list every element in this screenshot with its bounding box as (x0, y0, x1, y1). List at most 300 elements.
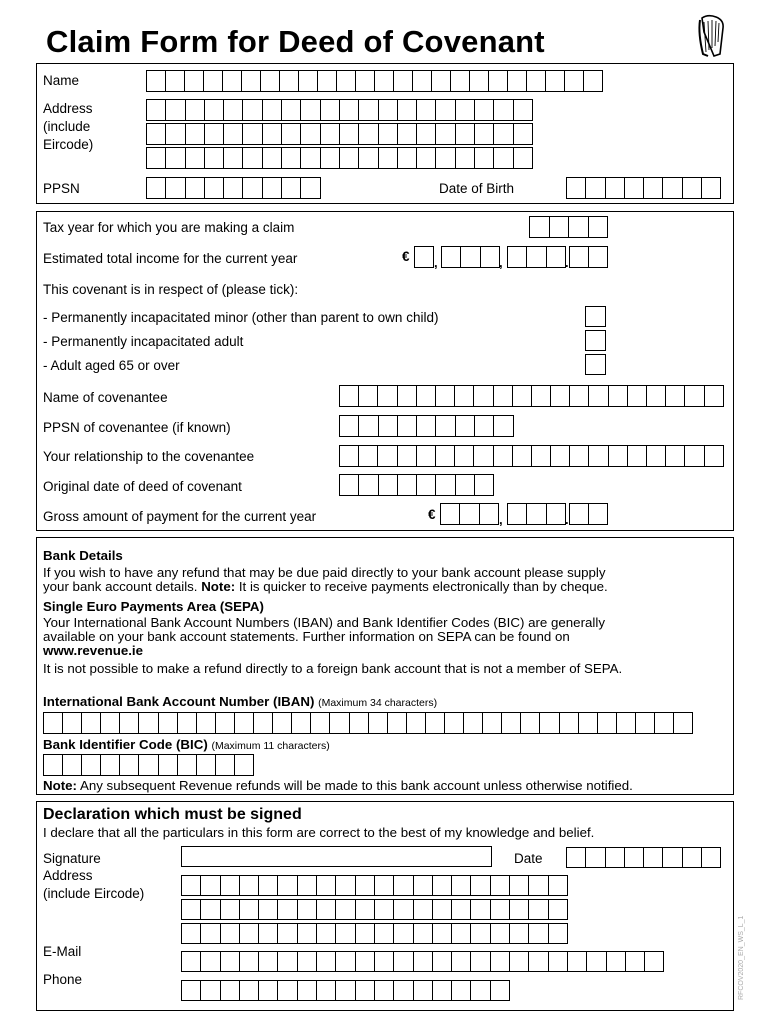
char-box[interactable] (277, 923, 297, 944)
address-line-1-boxes[interactable] (146, 99, 533, 121)
char-box[interactable] (374, 951, 394, 972)
original-date-boxes[interactable] (339, 474, 494, 496)
char-box[interactable] (316, 980, 336, 1001)
char-box[interactable] (413, 923, 433, 944)
char-box[interactable] (444, 712, 464, 734)
char-box[interactable] (215, 712, 235, 734)
name-boxes[interactable] (146, 70, 603, 92)
char-box[interactable] (253, 712, 273, 734)
char-box[interactable] (455, 147, 475, 169)
income-box-3[interactable] (507, 246, 566, 268)
char-box[interactable] (493, 147, 513, 169)
char-box[interactable] (204, 147, 224, 169)
char-box[interactable] (223, 99, 243, 121)
gross-cents-boxes[interactable] (569, 503, 608, 525)
char-box[interactable] (482, 712, 502, 734)
char-box[interactable] (509, 899, 529, 920)
option-adult-checkbox[interactable] (585, 330, 606, 351)
char-box[interactable] (81, 712, 101, 734)
char-box[interactable] (470, 875, 490, 896)
char-box[interactable] (608, 445, 628, 467)
char-box[interactable] (335, 923, 355, 944)
option-65-checkbox[interactable] (585, 354, 606, 375)
char-box[interactable] (336, 70, 356, 92)
char-box[interactable] (158, 754, 178, 776)
char-box[interactable] (455, 123, 475, 145)
char-box[interactable] (355, 951, 375, 972)
char-box[interactable] (528, 899, 548, 920)
char-box[interactable] (222, 70, 242, 92)
char-box[interactable] (512, 445, 532, 467)
char-box[interactable] (546, 503, 566, 525)
char-box[interactable] (455, 474, 475, 496)
option-minor-checkbox[interactable] (585, 306, 606, 327)
char-box[interactable] (526, 246, 546, 268)
char-box[interactable] (262, 177, 282, 199)
char-box[interactable] (320, 147, 340, 169)
char-box[interactable] (100, 754, 120, 776)
char-box[interactable] (416, 445, 436, 467)
char-box[interactable] (378, 147, 398, 169)
char-box[interactable] (393, 875, 413, 896)
char-box[interactable] (81, 754, 101, 776)
char-box[interactable] (493, 123, 513, 145)
char-box[interactable] (646, 445, 666, 467)
char-box[interactable] (435, 385, 455, 407)
char-box[interactable] (374, 923, 394, 944)
char-box[interactable] (196, 712, 216, 734)
char-box[interactable] (215, 754, 235, 776)
char-box[interactable] (281, 123, 301, 145)
char-box[interactable] (665, 385, 685, 407)
char-box[interactable] (605, 177, 625, 199)
char-box[interactable] (181, 980, 201, 1001)
char-box[interactable] (583, 70, 603, 92)
char-box[interactable] (469, 70, 489, 92)
char-box[interactable] (200, 875, 220, 896)
char-box[interactable] (181, 951, 201, 972)
char-box[interactable] (585, 177, 605, 199)
char-box[interactable] (393, 980, 413, 1001)
char-box[interactable] (624, 847, 644, 868)
char-box[interactable] (241, 70, 261, 92)
char-box[interactable] (316, 875, 336, 896)
char-box[interactable] (432, 899, 452, 920)
char-box[interactable] (597, 712, 617, 734)
char-box[interactable] (682, 177, 702, 199)
char-box[interactable] (548, 899, 568, 920)
char-box[interactable] (43, 712, 63, 734)
char-box[interactable] (310, 712, 330, 734)
char-box[interactable] (473, 385, 493, 407)
gross-box-1[interactable] (440, 503, 499, 525)
char-box[interactable] (588, 503, 608, 525)
char-box[interactable] (414, 246, 434, 268)
char-box[interactable] (335, 875, 355, 896)
char-box[interactable] (531, 385, 551, 407)
char-box[interactable] (459, 503, 479, 525)
char-box[interactable] (185, 147, 205, 169)
char-box[interactable] (568, 216, 589, 238)
char-box[interactable] (165, 147, 185, 169)
char-box[interactable] (470, 899, 490, 920)
char-box[interactable] (300, 99, 320, 121)
char-box[interactable] (490, 899, 510, 920)
char-box[interactable] (355, 923, 375, 944)
address-line-3-boxes[interactable] (146, 147, 533, 169)
char-box[interactable] (529, 216, 550, 238)
char-box[interactable] (606, 951, 626, 972)
char-box[interactable] (223, 177, 243, 199)
char-box[interactable] (509, 875, 529, 896)
char-box[interactable] (316, 923, 336, 944)
char-box[interactable] (355, 980, 375, 1001)
char-box[interactable] (242, 99, 262, 121)
char-box[interactable] (567, 951, 587, 972)
char-box[interactable] (627, 385, 647, 407)
char-box[interactable] (474, 123, 494, 145)
char-box[interactable] (393, 923, 413, 944)
char-box[interactable] (339, 385, 359, 407)
char-box[interactable] (440, 503, 460, 525)
char-box[interactable] (432, 875, 452, 896)
char-box[interactable] (528, 923, 548, 944)
char-box[interactable] (397, 99, 417, 121)
char-box[interactable] (393, 899, 413, 920)
char-box[interactable] (185, 177, 205, 199)
char-box[interactable] (416, 99, 436, 121)
char-box[interactable] (339, 123, 359, 145)
char-box[interactable] (566, 847, 586, 868)
char-box[interactable] (374, 70, 394, 92)
char-box[interactable] (339, 445, 359, 467)
char-box[interactable] (413, 980, 433, 1001)
char-box[interactable] (234, 754, 254, 776)
char-box[interactable] (220, 899, 240, 920)
char-box[interactable] (473, 445, 493, 467)
char-box[interactable] (200, 899, 220, 920)
char-box[interactable] (223, 147, 243, 169)
char-box[interactable] (374, 980, 394, 1001)
char-box[interactable] (432, 923, 452, 944)
email-boxes[interactable] (181, 951, 664, 972)
char-box[interactable] (490, 875, 510, 896)
char-box[interactable] (181, 923, 201, 944)
char-box[interactable] (432, 951, 452, 972)
char-box[interactable] (349, 712, 369, 734)
char-box[interactable] (146, 123, 166, 145)
covenantee-ppsn-boxes[interactable] (339, 415, 514, 437)
char-box[interactable] (262, 123, 282, 145)
char-box[interactable] (358, 474, 378, 496)
char-box[interactable] (358, 147, 378, 169)
char-box[interactable] (578, 712, 598, 734)
char-box[interactable] (470, 951, 490, 972)
covenantee-name-boxes[interactable] (339, 385, 724, 407)
char-box[interactable] (566, 177, 586, 199)
iban-boxes[interactable] (43, 712, 693, 734)
char-box[interactable] (397, 474, 417, 496)
char-box[interactable] (165, 70, 185, 92)
char-box[interactable] (387, 712, 407, 734)
char-box[interactable] (673, 712, 693, 734)
char-box[interactable] (397, 147, 417, 169)
char-box[interactable] (470, 980, 490, 1001)
char-box[interactable] (588, 216, 609, 238)
char-box[interactable] (185, 99, 205, 121)
char-box[interactable] (662, 847, 682, 868)
char-box[interactable] (435, 415, 455, 437)
char-box[interactable] (509, 923, 529, 944)
char-box[interactable] (608, 385, 628, 407)
char-box[interactable] (374, 875, 394, 896)
char-box[interactable] (260, 70, 280, 92)
char-box[interactable] (339, 147, 359, 169)
char-box[interactable] (441, 246, 461, 268)
declaration-address-line-3[interactable] (181, 923, 568, 944)
char-box[interactable] (181, 899, 201, 920)
char-box[interactable] (239, 875, 259, 896)
char-box[interactable] (470, 923, 490, 944)
char-box[interactable] (291, 712, 311, 734)
char-box[interactable] (413, 875, 433, 896)
char-box[interactable] (682, 847, 702, 868)
char-box[interactable] (493, 385, 513, 407)
char-box[interactable] (393, 70, 413, 92)
char-box[interactable] (358, 415, 378, 437)
char-box[interactable] (416, 123, 436, 145)
char-box[interactable] (146, 99, 166, 121)
char-box[interactable] (335, 980, 355, 1001)
char-box[interactable] (684, 445, 704, 467)
tax-year-boxes[interactable] (529, 216, 608, 238)
char-box[interactable] (200, 980, 220, 1001)
char-box[interactable] (454, 445, 474, 467)
char-box[interactable] (564, 70, 584, 92)
char-box[interactable] (234, 712, 254, 734)
char-box[interactable] (435, 445, 455, 467)
char-box[interactable] (358, 123, 378, 145)
char-box[interactable] (329, 712, 349, 734)
char-box[interactable] (258, 875, 278, 896)
char-box[interactable] (377, 445, 397, 467)
char-box[interactable] (474, 474, 494, 496)
char-box[interactable] (297, 951, 317, 972)
char-box[interactable] (355, 70, 375, 92)
ppsn-boxes[interactable] (146, 177, 321, 199)
char-box[interactable] (643, 847, 663, 868)
char-box[interactable] (397, 123, 417, 145)
char-box[interactable] (177, 754, 197, 776)
char-box[interactable] (588, 445, 608, 467)
char-box[interactable] (165, 123, 185, 145)
char-box[interactable] (569, 503, 589, 525)
char-box[interactable] (165, 177, 185, 199)
char-box[interactable] (200, 951, 220, 972)
char-box[interactable] (358, 99, 378, 121)
char-box[interactable] (416, 385, 436, 407)
char-box[interactable] (320, 99, 340, 121)
char-box[interactable] (355, 875, 375, 896)
char-box[interactable] (493, 415, 513, 437)
char-box[interactable] (242, 123, 262, 145)
char-box[interactable] (298, 70, 318, 92)
char-box[interactable] (548, 951, 568, 972)
char-box[interactable] (474, 99, 494, 121)
char-box[interactable] (513, 147, 533, 169)
char-box[interactable] (242, 177, 262, 199)
char-box[interactable] (646, 385, 666, 407)
char-box[interactable] (704, 385, 724, 407)
char-box[interactable] (339, 415, 359, 437)
char-box[interactable] (493, 99, 513, 121)
char-box[interactable] (393, 951, 413, 972)
char-box[interactable] (297, 899, 317, 920)
char-box[interactable] (239, 951, 259, 972)
char-box[interactable] (239, 899, 259, 920)
char-box[interactable] (374, 899, 394, 920)
char-box[interactable] (258, 899, 278, 920)
char-box[interactable] (119, 712, 139, 734)
char-box[interactable] (435, 99, 455, 121)
char-box[interactable] (220, 980, 240, 1001)
char-box[interactable] (624, 177, 644, 199)
char-box[interactable] (358, 385, 378, 407)
char-box[interactable] (455, 415, 475, 437)
char-box[interactable] (455, 99, 475, 121)
char-box[interactable] (550, 445, 570, 467)
address-line-2-boxes[interactable] (146, 123, 533, 145)
char-box[interactable] (490, 951, 510, 972)
char-box[interactable] (684, 385, 704, 407)
char-box[interactable] (239, 980, 259, 1001)
gross-box-2[interactable] (507, 503, 566, 525)
char-box[interactable] (416, 474, 436, 496)
char-box[interactable] (451, 980, 471, 1001)
char-box[interactable] (146, 70, 166, 92)
char-box[interactable] (412, 70, 432, 92)
char-box[interactable] (701, 847, 721, 868)
char-box[interactable] (550, 385, 570, 407)
char-box[interactable] (262, 99, 282, 121)
char-box[interactable] (545, 70, 565, 92)
char-box[interactable] (585, 847, 605, 868)
char-box[interactable] (548, 875, 568, 896)
char-box[interactable] (62, 754, 82, 776)
char-box[interactable] (277, 875, 297, 896)
char-box[interactable] (279, 70, 299, 92)
char-box[interactable] (185, 123, 205, 145)
char-box[interactable] (549, 216, 570, 238)
char-box[interactable] (451, 923, 471, 944)
char-box[interactable] (701, 177, 721, 199)
char-box[interactable] (196, 754, 216, 776)
char-box[interactable] (588, 385, 608, 407)
char-box[interactable] (416, 415, 436, 437)
char-box[interactable] (479, 503, 499, 525)
char-box[interactable] (262, 147, 282, 169)
char-box[interactable] (451, 899, 471, 920)
char-box[interactable] (643, 177, 663, 199)
char-box[interactable] (513, 99, 533, 121)
char-box[interactable] (335, 899, 355, 920)
char-box[interactable] (451, 951, 471, 972)
char-box[interactable] (480, 246, 500, 268)
char-box[interactable] (146, 177, 166, 199)
char-box[interactable] (203, 70, 223, 92)
char-box[interactable] (339, 99, 359, 121)
char-box[interactable] (277, 899, 297, 920)
char-box[interactable] (378, 99, 398, 121)
char-box[interactable] (158, 712, 178, 734)
char-box[interactable] (528, 875, 548, 896)
char-box[interactable] (512, 385, 532, 407)
char-box[interactable] (507, 503, 527, 525)
char-box[interactable] (258, 951, 278, 972)
char-box[interactable] (272, 712, 292, 734)
char-box[interactable] (177, 712, 197, 734)
char-box[interactable] (317, 70, 337, 92)
char-box[interactable] (119, 754, 139, 776)
char-box[interactable] (242, 147, 262, 169)
declaration-address-line-2[interactable] (181, 899, 568, 920)
char-box[interactable] (507, 246, 527, 268)
char-box[interactable] (378, 123, 398, 145)
char-box[interactable] (520, 712, 540, 734)
char-box[interactable] (258, 923, 278, 944)
char-box[interactable] (378, 415, 398, 437)
char-box[interactable] (546, 246, 566, 268)
char-box[interactable] (297, 923, 317, 944)
char-box[interactable] (531, 445, 551, 467)
char-box[interactable] (644, 951, 664, 972)
char-box[interactable] (635, 712, 655, 734)
char-box[interactable] (431, 70, 451, 92)
char-box[interactable] (548, 923, 568, 944)
char-box[interactable] (277, 980, 297, 1001)
char-box[interactable] (146, 147, 166, 169)
char-box[interactable] (220, 951, 240, 972)
char-box[interactable] (100, 712, 120, 734)
relationship-boxes[interactable] (339, 445, 724, 467)
char-box[interactable] (377, 385, 397, 407)
char-box[interactable] (204, 123, 224, 145)
char-box[interactable] (474, 415, 494, 437)
char-box[interactable] (474, 147, 494, 169)
char-box[interactable] (62, 712, 82, 734)
income-cents-boxes[interactable] (569, 246, 608, 268)
char-box[interactable] (569, 246, 589, 268)
char-box[interactable] (507, 70, 527, 92)
char-box[interactable] (416, 147, 436, 169)
char-box[interactable] (220, 875, 240, 896)
char-box[interactable] (490, 980, 510, 1001)
char-box[interactable] (397, 385, 417, 407)
char-box[interactable] (586, 951, 606, 972)
char-box[interactable] (501, 712, 521, 734)
char-box[interactable] (605, 847, 625, 868)
char-box[interactable] (281, 99, 301, 121)
char-box[interactable] (539, 712, 559, 734)
char-box[interactable] (184, 70, 204, 92)
char-box[interactable] (355, 899, 375, 920)
char-box[interactable] (616, 712, 636, 734)
char-box[interactable] (662, 177, 682, 199)
char-box[interactable] (513, 123, 533, 145)
char-box[interactable] (425, 712, 445, 734)
char-box[interactable] (509, 951, 529, 972)
char-box[interactable] (463, 712, 483, 734)
